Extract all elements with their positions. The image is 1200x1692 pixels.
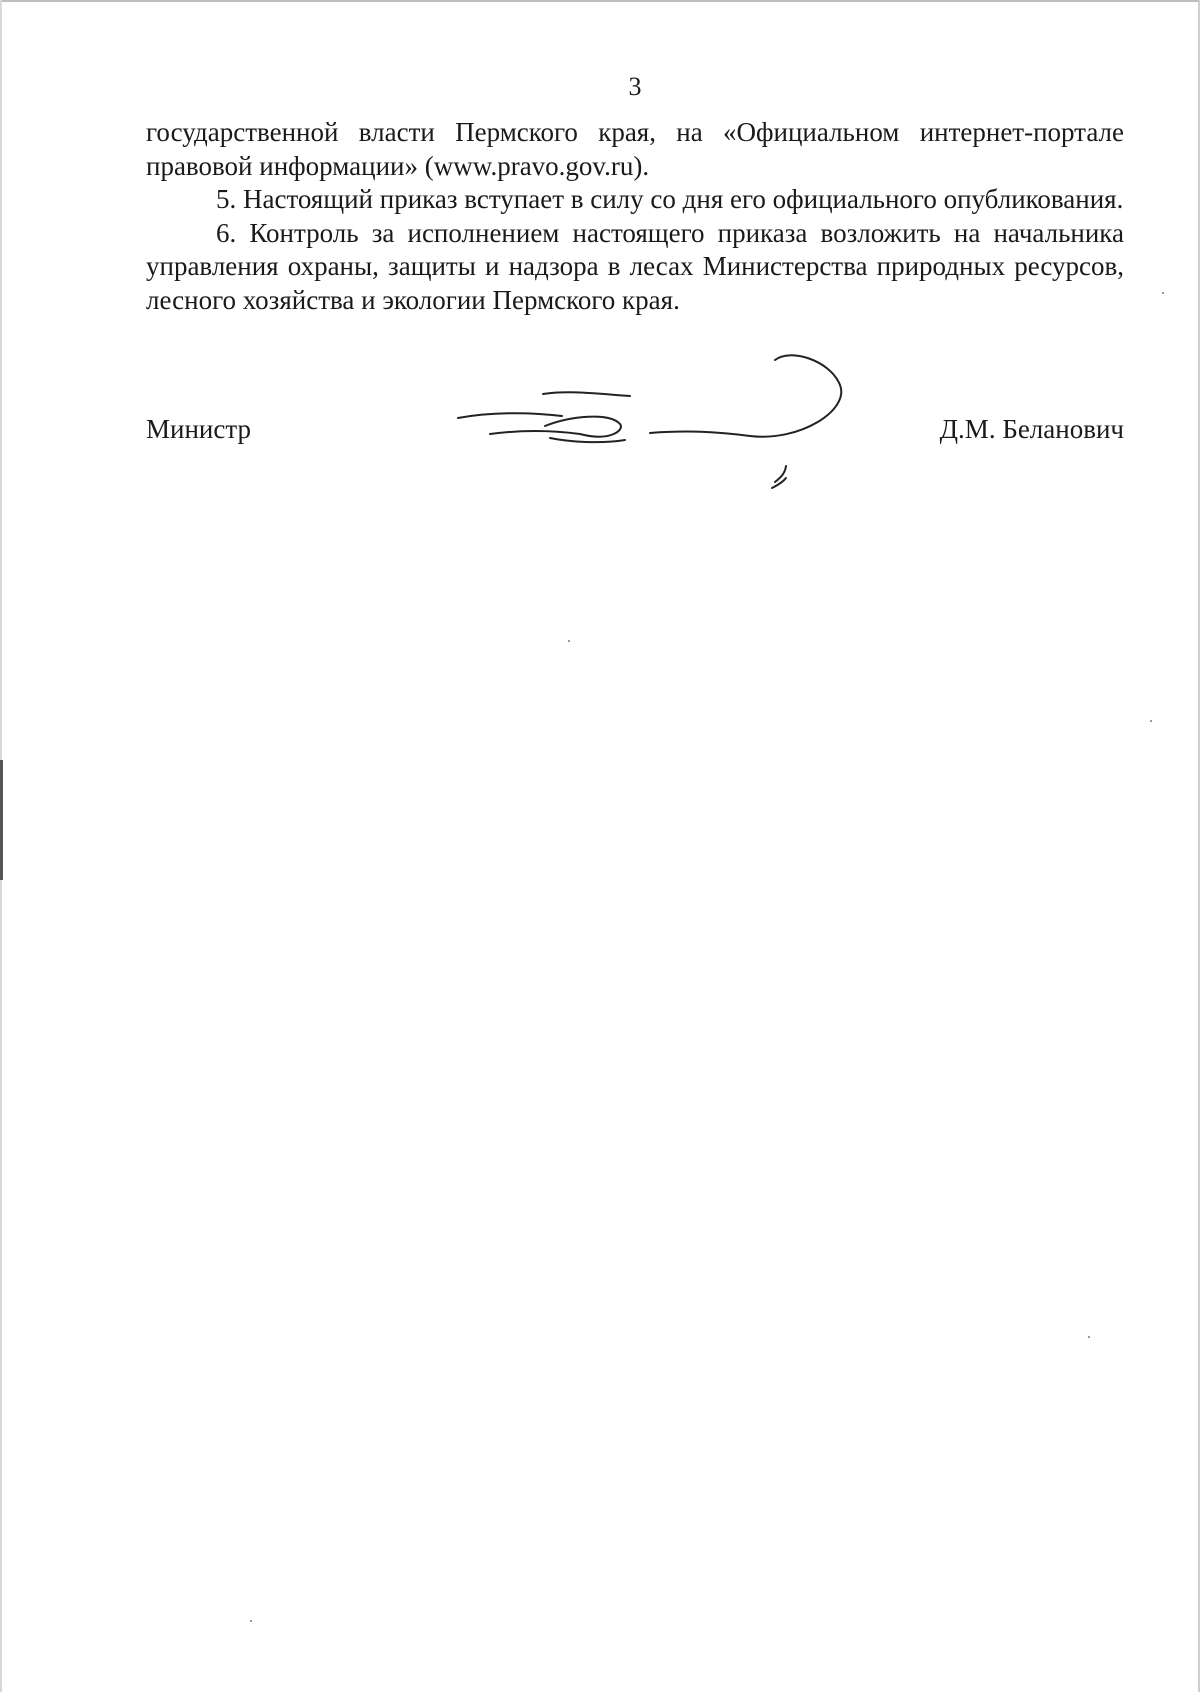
scan-speck — [1150, 720, 1152, 722]
signature-block — [146, 414, 1124, 454]
page-number: 3 — [628, 72, 642, 101]
paragraph-item-5: 5. Настоящий приказ вступает в силу со дня его официального опубликования. — [216, 184, 1124, 214]
paragraph-continuation: государственной власти Пермского края, на «Официальном интернет-портале правовой информации» (www.pravo.gov.ru). — [146, 117, 1124, 181]
document-body — [146, 116, 1124, 317]
signatory-title: Министр — [146, 414, 251, 444]
paragraph-item-6: 6. Контроль за исполнением настоящего приказа возложить на начальника управления охраны, защиты и надзора в лесах Министерства природных ресурсов, лесного хозяйства и экологии Пермского края. — [146, 217, 1124, 315]
scan-speck — [1162, 292, 1164, 294]
signatory-name: Д.М. Беланович — [939, 414, 1124, 444]
scan-edge-mark — [0, 760, 3, 880]
scan-speck — [250, 1620, 252, 1622]
scan-speck — [1088, 1336, 1090, 1338]
scan-edge-top — [0, 0, 1200, 2]
scan-speck — [568, 640, 570, 642]
